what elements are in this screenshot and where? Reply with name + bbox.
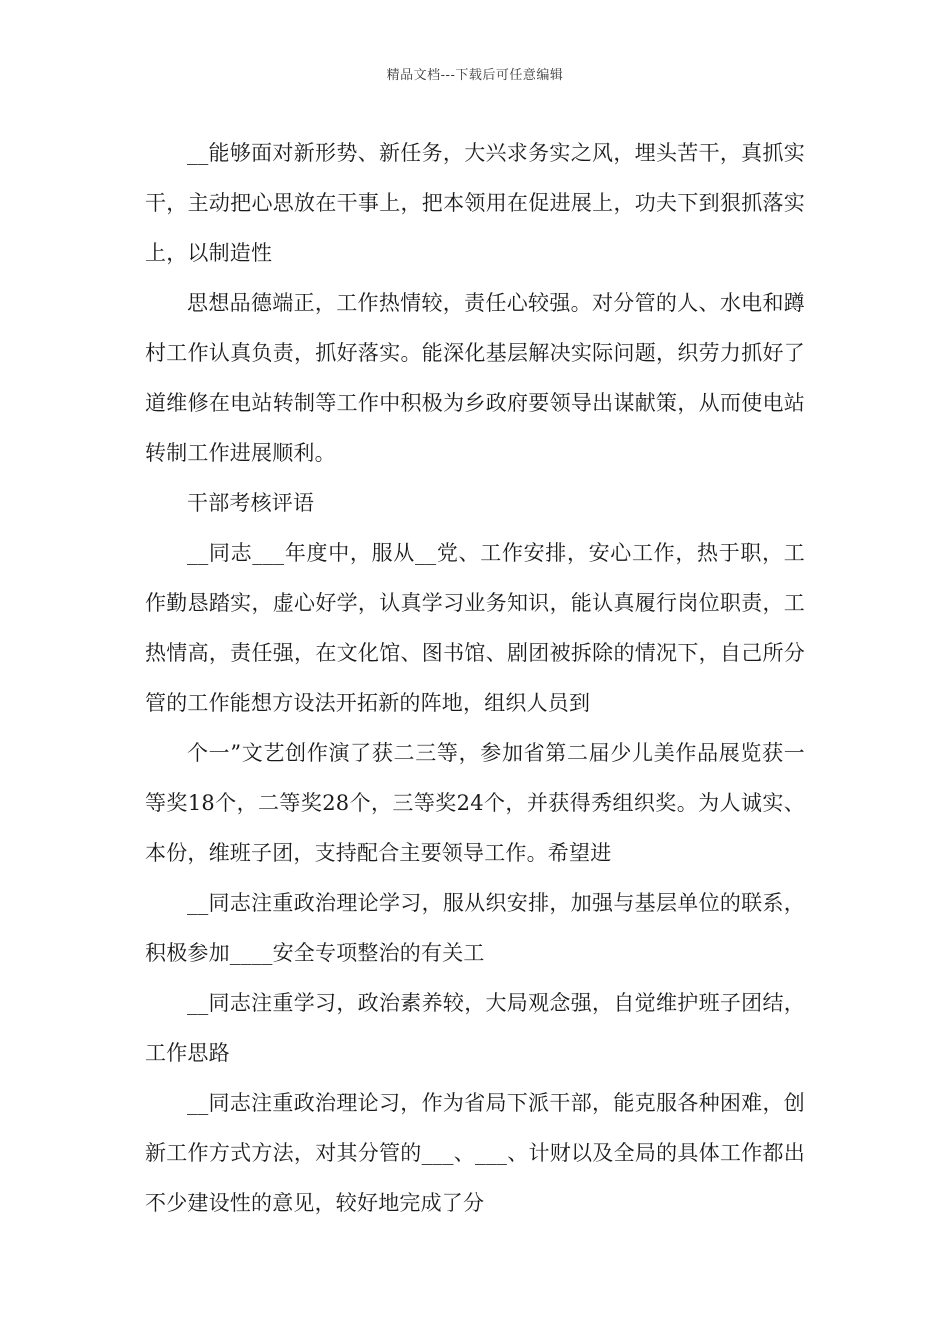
document-body xyxy=(145,128,805,1228)
paragraph: __能够面对新形势、新任务，大兴求务实之风，埋头苦干，真抓实干，主动把心思放在干事上，把本领用在促进展上，功夫下到狠抓落实上，以制造性 xyxy=(145,141,805,265)
paragraph: 思想品德端正，工作热情较，责任心较强。对分管的人、水电和蹲村工作认真负责，抓好落实。能深化基层解决实际问题，织劳力抓好了道维修在电站转制等工作中积极为乡政府要领导出谋献策，从而使电站转制工作进展顺利。 xyxy=(145,291,805,465)
paragraph: __同志注重政治理论习，作为省局下派干部，能克服各种困难，创新工作方式方法，对其分管的___、___、计财以及全局的具体工作都出不少建设性的意见，较好地完成了分 xyxy=(145,1091,805,1215)
paragraph: __同志注重学习，政治素养较，大局观念强，自觉维护班子团结，工作思路 xyxy=(145,991,805,1065)
section-heading: 干部考核评语 xyxy=(187,491,315,515)
paragraph: 个一”文艺创作演了获二三等，参加省第二届少儿美作品展览获一等奖18个，二等奖28个，三等奖24个，并获得秀组织奖。为人诚实、本份，维班子团，支持配合主要领导工作。希望进 xyxy=(145,741,805,865)
page-header: 精品文档---下载后可任意编辑 xyxy=(386,68,564,83)
paragraph: __同志___年度中，服从__党、工作安排，安心工作，热于职，工作勤恳踏实，虚心好学，认真学习业务知识，能认真履行岗位职责，工热情高，责任强，在文化馆、图书馆、剧团被拆除的情况下，自己所分管的工作能想方设法开拓新的阵地，组织人员到 xyxy=(145,541,805,715)
paragraph: __同志注重政治理论学习，服从织安排，加强与基层单位的联系，积极参加____安全专项整治的有关工 xyxy=(145,891,805,965)
